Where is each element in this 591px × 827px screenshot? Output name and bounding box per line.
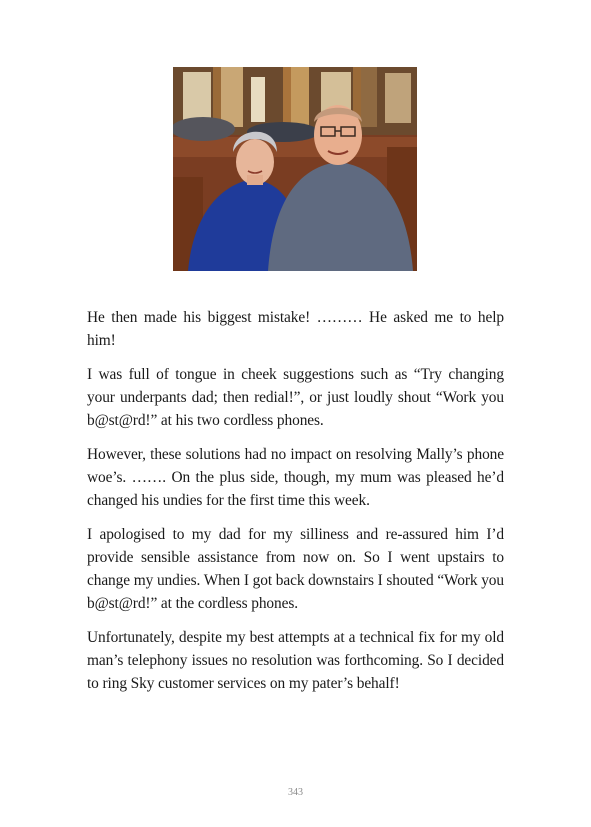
paragraph-4: I apologised to my dad for my silliness and re-assured him I’d provide sensible assistance from now on. So I went upstairs to change my undies. When I got back downstairs I shouted “Work you b@st@rd!” at the cordless phones. [87,526,504,612]
couple-photo [173,67,417,271]
body-text [87,306,504,706]
page-number: 343 [288,787,303,798]
couple-photo-icon [173,67,417,271]
paragraph-3: However, these solutions had no impact on resolving Mally’s phone woe’s. ……. On the plus side, though, my mum was pleased he’d changed his undies for the first time this week. [87,446,504,509]
paragraph-2: I was full of tongue in cheek suggestions such as “Try changing your underpants dad; then redial!”, or just loudly shout “Work you b@st@rd!” at his two cordless phones. [87,366,504,429]
paragraph-5: Unfortunately, despite my best attempts at a technical fix for my old man’s telephony issues no resolution was forthcoming. So I decided to ring Sky customer services on my pater’s behalf! [87,629,504,692]
paragraph-1: He then made his biggest mistake! ……… He asked me to help him! [87,309,504,349]
